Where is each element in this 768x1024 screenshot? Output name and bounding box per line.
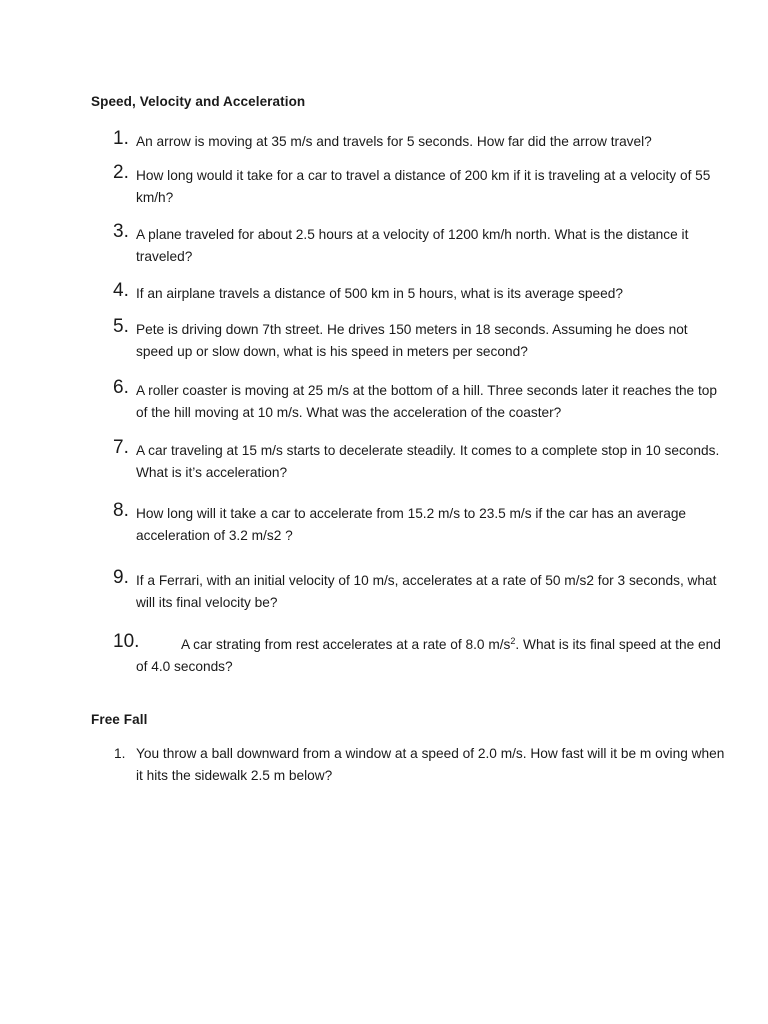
question-text: How long would it take for a car to travel a distance of 200 km if it is traveling at a velocity of 55 km/h? [136, 168, 711, 205]
question-text: A roller coaster is moving at 25 m/s at the bottom of a hill. Three seconds later it reaches the top of the hill moving at 10 m/s. What was the acceleration of the coaster? [136, 383, 717, 420]
question-number: 9. [113, 567, 129, 588]
question-text: If a Ferrari, with an initial velocity of 10 m/s, accelerates at a rate of 50 m/s2 for 3 seconds, what will its final velocity be? [136, 573, 717, 610]
question-text [136, 634, 726, 678]
section-title-speed-velocity-acceleration: Speed, Velocity and Acceleration [91, 94, 306, 109]
question-text-before: A car strating from rest accelerates at a rate of 8.0 m/s [181, 637, 511, 652]
question-text: If an airplane travels a distance of 500 km in 5 hours, what is its average speed? [136, 286, 623, 301]
question-number: 8. [113, 500, 129, 521]
question-number: 10. [113, 631, 140, 652]
question-number: 2. [113, 162, 129, 183]
question-number: 7. [113, 437, 129, 458]
question-number: 1. [114, 746, 126, 761]
question-text: Pete is driving down 7th street. He drives 150 meters in 18 seconds. Assuming he does not speed up or slow down, what is his speed in meters per second? [136, 322, 688, 359]
question-text: How long will it take a car to accelerate from 15.2 m/s to 23.5 m/s if the car has an average acceleration of 3.2 m/s2 ? [136, 506, 687, 543]
question-number: 6. [113, 377, 129, 398]
question-text: A plane traveled for about 2.5 hours at a velocity of 1200 km/h north. What is the distance it traveled? [136, 227, 689, 264]
question-number: 4. [113, 280, 129, 301]
question-number: 3. [113, 221, 129, 242]
question-text: You throw a ball downward from a window at a speed of 2.0 m/s. How fast will it be m oving when it hits the sidewalk 2.5 m below? [136, 746, 725, 783]
question-number: 5. [113, 316, 129, 337]
superscript-exponent: 2 [510, 636, 516, 646]
question-text-after: . What is its final speed at the end of 4.0 seconds? [136, 637, 721, 674]
question-text: A car traveling at 15 m/s starts to decelerate steadily. It comes to a complete stop in 10 seconds. What is it’s acceleration? [136, 443, 720, 480]
question-text: An arrow is moving at 35 m/s and travels for 5 seconds. How far did the arrow travel? [136, 134, 652, 149]
section-title-free-fall: Free Fall [91, 712, 148, 727]
question-number: 1. [113, 128, 129, 149]
